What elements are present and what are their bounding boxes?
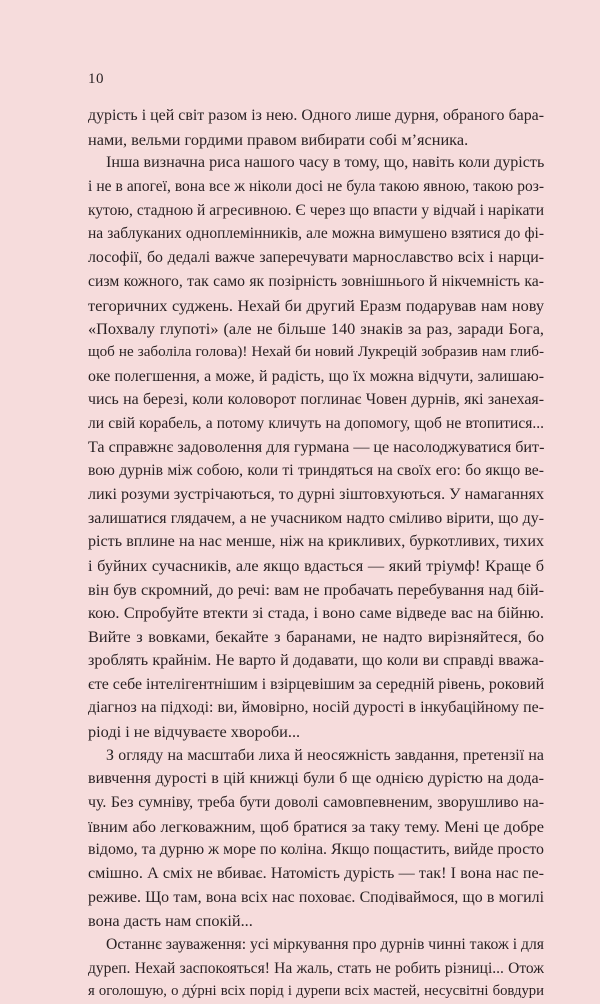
text-line: на заблуканих одноплемінників, але можна вимушено взятися до фі- (88, 225, 544, 243)
text-line: ївним або легковажним, щоб братися за таку тему. Мені це добре (88, 816, 544, 836)
body-text (88, 104, 544, 1004)
text-line: ликі розуми зустрічаються, то дурні зіштовхуються. У намаганнях (88, 486, 544, 503)
text-line: я оголошую, о дýрні всіх порід і дурепи всіх мастей, несусвітні бовдури (88, 983, 544, 1000)
text-line: Вийте з вовками, бекайте з баранами, не надто вирізняйтеся, бо (88, 627, 544, 647)
text-line: Останнє зауваження: усі міркування про дурнів чинні також і для (106, 936, 545, 954)
text-line: кутою, стадною й агресивною. Є через що впасти у відчай і нарікати (88, 201, 544, 219)
text-line: дуреп. Нехай заспокояться! На жаль, стать не робить різниці... Отож (88, 959, 544, 977)
text-line: нами, вельми гордими правом вибирати собі м’ясника. (88, 129, 469, 149)
text-line: смішно. А сміх не вбиває. Натомість дурість — так! І вона нас пе- (88, 865, 544, 882)
text-line: зроблять крайнім. Не варто й додавати, що коли ви справді вважа- (88, 651, 544, 669)
text-line: вивчення дурості в цій книжці були б ще однією дурістю на дода- (88, 770, 544, 788)
text-line: єте себе інтелігентнішим і взірцевішим за середній рівень, роковий (88, 675, 545, 693)
text-line: ріоді і не відчуваєте хвороби... (88, 721, 301, 741)
text-line: вона дасть нам спокій... (88, 911, 253, 931)
text-line: тегоричних суджень. Нехай би другий Еразм подарував нам нову (88, 295, 544, 315)
text-line: чу. Без сумніву, треба бути доволі самовпевненим, зворушливо на- (88, 793, 544, 811)
text-line: кою. Спробуйте втекти зі стада, і воно саме відведе вас на бійню. (88, 603, 544, 623)
text-line: лософії, бо дедалі важче заперечувати марнославство всіх і нарци- (88, 249, 544, 267)
text-line: і не в апогеї, вона все ж ніколи досі не була такою явною, такою роз- (88, 178, 544, 196)
text-line: рість вплине на нас менше, ніж на крикливих, буркотливих, тихих (88, 533, 544, 551)
text-line: оке полегшення, а може, й радість, що їх можна відчути, залишаю- (88, 367, 544, 385)
text-line: «Похвалу глупоті» (але не більше 140 знаків за раз, заради Бога, (88, 319, 544, 339)
text-line: ли свій корабель, а потому кличуть на допомогу, щоб не втопитися... (88, 414, 544, 432)
text-line: Та справжнє задоволення для гурмана — це насолоджуватися бит- (88, 438, 545, 456)
text-line: діагноз на підході: ви, ймовірно, носій дурості в інкубаційному пе- (88, 699, 544, 717)
text-line: дурість і цей світ разом із нею. Одного лише дурня, обраного бара- (88, 107, 544, 124)
text-line: відомо, та дурню ж море по коліна. Якщо пощастить, вийде просто (88, 841, 544, 859)
text-line: залишатися глядачем, а не учасником надто сміливо вірити, що ду- (88, 509, 544, 527)
text-line: вою дурнів між собою, коли ті триндяться на своїх его: бо якщо ве- (88, 462, 544, 480)
text-line: чись на березі, коли коловорот поглинає Човен дурнів, які занехая- (88, 391, 544, 409)
text-line: він був скромний, до речі: вам не пробачать перебування над бій- (88, 579, 544, 599)
text-line: Інша визначна риса нашого часу в тому, що, навіть коли дурість (106, 154, 545, 172)
text-line: З огляду на масштаби лиха й неосяжність завдання, претензії на (106, 746, 544, 764)
text-line: і буйних сучасників, але якщо вдасться — який тріумф! Краще б (88, 556, 544, 576)
text-line: сизм кожного, так само як позірність зовнішнього й нікчемність ка- (88, 272, 544, 290)
page-number: 10 (88, 71, 104, 87)
text-line: реживе. Що там, вона всіх нас поховає. Сподіваймося, що в могилі (88, 888, 544, 906)
text-line: щоб не заболіла голова)! Нехай би новий Лукрецій зобразив нам глиб- (88, 343, 544, 360)
